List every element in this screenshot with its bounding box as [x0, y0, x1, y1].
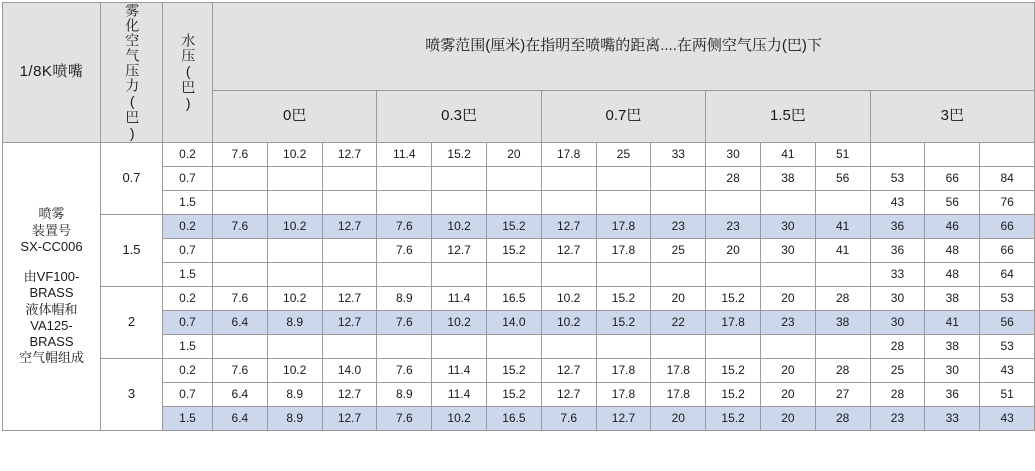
value-cell: [651, 191, 706, 215]
value-cell: 10.2: [267, 215, 322, 239]
value-cell: [213, 335, 268, 359]
value-cell: 8.9: [267, 383, 322, 407]
side-label-line7: VA125-: [30, 317, 73, 333]
value-cell: 7.6: [213, 287, 268, 311]
value-cell: [651, 263, 706, 287]
value-cell: 38: [925, 287, 980, 311]
value-cell: 10.2: [541, 287, 596, 311]
air-pressure-group-3: 3: [101, 359, 163, 431]
value-cell: 48: [925, 263, 980, 287]
header-row-top: [3, 3, 1035, 91]
value-cell: 33: [651, 143, 706, 167]
value-cell: 22: [651, 311, 706, 335]
value-cell: 53: [980, 287, 1035, 311]
value-cell: 12.7: [541, 383, 596, 407]
value-cell: 28: [815, 287, 870, 311]
value-cell: [213, 263, 268, 287]
value-cell: 20: [706, 239, 761, 263]
table-header: [3, 3, 1035, 143]
water-pressure-cell: 1.5: [163, 335, 213, 359]
header-group-1: 0.3巴: [377, 91, 541, 143]
water-pressure-cell: 1.5: [163, 191, 213, 215]
value-cell: 12.7: [322, 407, 377, 431]
value-cell: 66: [980, 215, 1035, 239]
value-cell: 16.5: [486, 407, 541, 431]
value-cell: [706, 191, 761, 215]
value-cell: 56: [815, 167, 870, 191]
value-cell: 23: [870, 407, 925, 431]
value-cell: 20: [760, 359, 815, 383]
header-group-3: 1.5巴: [706, 91, 870, 143]
value-cell: [596, 191, 651, 215]
table-row: [3, 215, 1035, 239]
value-cell: [596, 335, 651, 359]
value-cell: 6.4: [213, 311, 268, 335]
value-cell: 43: [980, 359, 1035, 383]
value-cell: [267, 191, 322, 215]
value-cell: 7.6: [213, 143, 268, 167]
value-cell: 23: [706, 215, 761, 239]
value-cell: 36: [870, 239, 925, 263]
value-cell: 11.4: [432, 287, 487, 311]
value-cell: 16.5: [486, 287, 541, 311]
value-cell: 43: [870, 191, 925, 215]
value-cell: 17.8: [651, 383, 706, 407]
value-cell: [541, 335, 596, 359]
value-cell: 20: [760, 383, 815, 407]
value-cell: 10.2: [267, 143, 322, 167]
header-air-pressure-label: [101, 3, 163, 143]
value-cell: 12.7: [541, 215, 596, 239]
value-cell: 15.2: [706, 359, 761, 383]
value-cell: 11.4: [432, 383, 487, 407]
value-cell: 30: [760, 215, 815, 239]
value-cell: [322, 335, 377, 359]
value-cell: 25: [870, 359, 925, 383]
spray-table-sheet: [0, 2, 1014, 471]
value-cell: [377, 167, 432, 191]
value-cell: 8.9: [267, 407, 322, 431]
value-cell: [322, 191, 377, 215]
value-cell: 15.2: [706, 383, 761, 407]
value-cell: 28: [870, 335, 925, 359]
value-cell: 15.2: [486, 239, 541, 263]
value-cell: 15.2: [596, 311, 651, 335]
water-pressure-cell: 0.2: [163, 143, 213, 167]
value-cell: 56: [980, 311, 1035, 335]
value-cell: [486, 335, 541, 359]
value-cell: [760, 335, 815, 359]
value-cell: 51: [815, 143, 870, 167]
water-pressure-cell: 1.5: [163, 407, 213, 431]
value-cell: 30: [706, 143, 761, 167]
value-cell: 56: [925, 191, 980, 215]
value-cell: [267, 263, 322, 287]
value-cell: 38: [760, 167, 815, 191]
value-cell: 66: [980, 239, 1035, 263]
value-cell: 43: [980, 407, 1035, 431]
side-label-line6: 液体帽和: [25, 301, 78, 317]
value-cell: [870, 143, 925, 167]
value-cell: 30: [870, 311, 925, 335]
value-cell: 28: [815, 359, 870, 383]
value-cell: 66: [925, 167, 980, 191]
value-cell: 27: [815, 383, 870, 407]
value-cell: 28: [870, 383, 925, 407]
value-cell: 6.4: [213, 383, 268, 407]
value-cell: [432, 263, 487, 287]
value-cell: [760, 191, 815, 215]
value-cell: 46: [925, 215, 980, 239]
value-cell: 10.2: [267, 359, 322, 383]
value-cell: 41: [815, 239, 870, 263]
value-cell: 76: [980, 191, 1035, 215]
side-label-line4: 由VF100-: [23, 269, 80, 285]
value-cell: 51: [980, 383, 1035, 407]
value-cell: 8.9: [267, 311, 322, 335]
value-cell: 15.2: [432, 143, 487, 167]
value-cell: [486, 191, 541, 215]
value-cell: 28: [706, 167, 761, 191]
value-cell: 8.9: [377, 287, 432, 311]
value-cell: 30: [925, 359, 980, 383]
air-pressure-group-0: 0.7: [101, 143, 163, 215]
value-cell: [267, 239, 322, 263]
value-cell: [322, 239, 377, 263]
value-cell: 12.7: [322, 143, 377, 167]
value-cell: 17.8: [596, 359, 651, 383]
table-row: [3, 359, 1035, 383]
water-pressure-cell: 0.2: [163, 359, 213, 383]
value-cell: 84: [980, 167, 1035, 191]
value-cell: 11.4: [377, 143, 432, 167]
value-cell: 12.7: [322, 287, 377, 311]
value-cell: 41: [815, 215, 870, 239]
side-label-line2: 装置号: [31, 222, 71, 238]
value-cell: 10.2: [432, 215, 487, 239]
value-cell: 7.6: [377, 215, 432, 239]
value-cell: [651, 167, 706, 191]
spray-coverage-table: [2, 2, 1035, 431]
water-pressure-cell: 0.7: [163, 167, 213, 191]
value-cell: 36: [870, 215, 925, 239]
value-cell: [377, 263, 432, 287]
value-cell: [651, 335, 706, 359]
value-cell: 12.7: [322, 383, 377, 407]
value-cell: [706, 263, 761, 287]
value-cell: [213, 167, 268, 191]
table-body: [3, 143, 1035, 431]
value-cell: 20: [760, 407, 815, 431]
value-cell: [706, 335, 761, 359]
value-cell: 8.9: [377, 383, 432, 407]
value-cell: 23: [760, 311, 815, 335]
value-cell: 25: [651, 239, 706, 263]
value-cell: [815, 335, 870, 359]
value-cell: 38: [815, 311, 870, 335]
value-cell: 17.8: [541, 143, 596, 167]
value-cell: 48: [925, 239, 980, 263]
side-label-line3: SX-CC006: [20, 238, 83, 254]
value-cell: [980, 143, 1035, 167]
side-label-line9: 空气帽组成: [18, 350, 84, 366]
air-pressure-group-1: 1.5: [101, 215, 163, 287]
value-cell: [815, 263, 870, 287]
value-cell: 10.2: [267, 287, 322, 311]
value-cell: 53: [870, 167, 925, 191]
value-cell: [541, 191, 596, 215]
value-cell: 25: [596, 143, 651, 167]
value-cell: 12.7: [541, 239, 596, 263]
side-label-spacer: [3, 255, 100, 269]
value-cell: [213, 191, 268, 215]
header-air-pressure-text: 雾化空气压力(巴): [124, 3, 141, 142]
value-cell: 12.7: [596, 407, 651, 431]
water-pressure-cell: 0.7: [163, 239, 213, 263]
value-cell: 7.6: [377, 239, 432, 263]
value-cell: 14.0: [486, 311, 541, 335]
value-cell: [925, 143, 980, 167]
value-cell: 15.2: [486, 215, 541, 239]
value-cell: [486, 167, 541, 191]
header-nozzle-label: 1/8K喷嘴: [3, 3, 101, 143]
value-cell: 12.7: [322, 311, 377, 335]
header-water-pressure-label: [163, 3, 213, 143]
header-group-0: 0巴: [213, 91, 377, 143]
value-cell: 7.6: [377, 407, 432, 431]
water-pressure-cell: 0.7: [163, 383, 213, 407]
table-row: [3, 287, 1035, 311]
value-cell: 28: [815, 407, 870, 431]
value-cell: 7.6: [377, 311, 432, 335]
value-cell: 41: [925, 311, 980, 335]
value-cell: [541, 263, 596, 287]
value-cell: 33: [925, 407, 980, 431]
value-cell: 10.2: [541, 311, 596, 335]
value-cell: [432, 191, 487, 215]
value-cell: [267, 167, 322, 191]
value-cell: 23: [651, 215, 706, 239]
value-cell: 36: [925, 383, 980, 407]
value-cell: 12.7: [541, 359, 596, 383]
value-cell: 12.7: [432, 239, 487, 263]
table-row: [3, 143, 1035, 167]
water-pressure-cell: 0.7: [163, 311, 213, 335]
value-cell: [377, 191, 432, 215]
value-cell: 17.8: [596, 383, 651, 407]
side-label-line5: BRASS: [29, 285, 74, 301]
value-cell: 7.6: [377, 359, 432, 383]
air-pressure-group-2: 2: [101, 287, 163, 359]
value-cell: 64: [980, 263, 1035, 287]
value-cell: [815, 191, 870, 215]
value-cell: 17.8: [596, 239, 651, 263]
value-cell: 38: [925, 335, 980, 359]
value-cell: 30: [870, 287, 925, 311]
water-pressure-cell: 1.5: [163, 263, 213, 287]
value-cell: 17.8: [651, 359, 706, 383]
side-label-cell: [3, 143, 101, 431]
value-cell: 12.7: [322, 215, 377, 239]
header-group-4: 3巴: [870, 91, 1035, 143]
value-cell: 20: [651, 287, 706, 311]
value-cell: [213, 239, 268, 263]
value-cell: 10.2: [432, 407, 487, 431]
value-cell: [596, 263, 651, 287]
value-cell: 11.4: [432, 359, 487, 383]
value-cell: [541, 167, 596, 191]
value-cell: 15.2: [706, 407, 761, 431]
value-cell: 14.0: [322, 359, 377, 383]
value-cell: 17.8: [706, 311, 761, 335]
value-cell: [322, 167, 377, 191]
value-cell: 20: [486, 143, 541, 167]
value-cell: 6.4: [213, 407, 268, 431]
value-cell: [377, 335, 432, 359]
value-cell: [596, 167, 651, 191]
value-cell: [486, 263, 541, 287]
value-cell: 30: [760, 239, 815, 263]
value-cell: 15.2: [486, 359, 541, 383]
value-cell: 20: [651, 407, 706, 431]
value-cell: [267, 335, 322, 359]
value-cell: 7.6: [213, 215, 268, 239]
side-label-line1: 喷雾: [38, 206, 65, 222]
value-cell: 15.2: [706, 287, 761, 311]
value-cell: 17.8: [596, 215, 651, 239]
value-cell: 41: [760, 143, 815, 167]
header-water-pressure-text: 水压(巴): [180, 33, 197, 112]
value-cell: 7.6: [213, 359, 268, 383]
value-cell: 33: [870, 263, 925, 287]
water-pressure-cell: 0.2: [163, 287, 213, 311]
value-cell: 20: [760, 287, 815, 311]
value-cell: 53: [980, 335, 1035, 359]
water-pressure-cell: 0.2: [163, 215, 213, 239]
side-label-line8: BRASS: [29, 334, 74, 350]
value-cell: [322, 263, 377, 287]
value-cell: [432, 167, 487, 191]
value-cell: 7.6: [541, 407, 596, 431]
header-span-title: 喷雾范围(厘米)在指明至喷嘴的距离....在两侧空气压力(巴)下: [213, 3, 1035, 91]
value-cell: [760, 263, 815, 287]
value-cell: 15.2: [486, 383, 541, 407]
value-cell: [432, 335, 487, 359]
header-group-2: 0.7巴: [541, 91, 705, 143]
value-cell: 15.2: [596, 287, 651, 311]
value-cell: 10.2: [432, 311, 487, 335]
